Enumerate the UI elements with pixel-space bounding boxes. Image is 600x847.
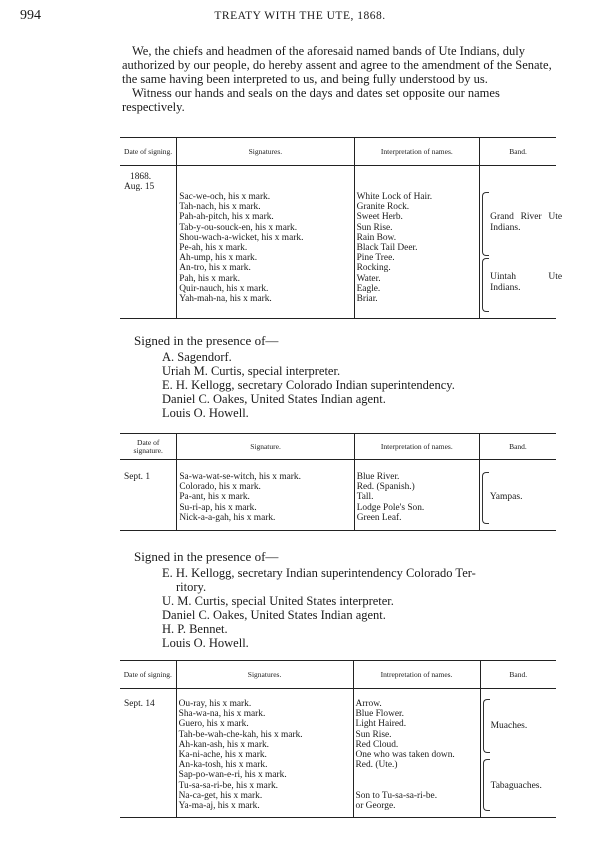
signature-entry: Su-ri-ap, his x mark.: [179, 502, 257, 513]
interpretation-entry: One who was taken down.: [355, 750, 455, 761]
brace-icon: [483, 759, 490, 811]
header-signatures: Signature.: [177, 434, 354, 460]
signature-entry: Nick-a-a-gah, his x mark.: [179, 512, 276, 523]
interpretation-entry: White Lock of Hair.: [356, 192, 433, 202]
signature-entry: Tab-y-ou-souck-en, his x mark.: [179, 222, 298, 233]
signature-entry: Na-ca-get, his x mark.: [178, 790, 263, 801]
witness-entry: Daniel C. Oakes, United States Indian agent.: [162, 392, 386, 406]
witness-entry: E. H. Kellogg, secretary Indian superintendency Colorado Ter-: [162, 566, 476, 580]
header-band: Band.: [479, 434, 556, 460]
running-title: TREATY WITH THE UTE, 1868.: [214, 10, 386, 22]
interpretation-entry: Lodge Pole's Son.: [356, 502, 425, 513]
header-date: Date of signing.: [120, 661, 176, 689]
signatures-table-2: [120, 433, 556, 531]
witness-list-1: [162, 350, 562, 420]
witness-entry: E. H. Kellogg, secretary Colorado Indian superintendency.: [162, 378, 455, 392]
interpretations-column: [353, 689, 480, 818]
signatures-table-1: [120, 137, 563, 319]
brace-icon: [482, 472, 489, 524]
interpretation-entry: Rain Bow.: [356, 232, 397, 243]
signature-entry: Pah-ah-pitch, his x mark.: [179, 212, 274, 223]
signature-entry: Sha-wa-na, his x mark.: [178, 709, 266, 720]
signature-entry: Ah-ump, his x mark.: [179, 253, 258, 264]
band-uintah: Uintah Ute Indians.: [490, 272, 563, 293]
signature-entry: Pa-ant, his x mark.: [179, 492, 250, 503]
header-signatures: Signatures.: [176, 661, 353, 689]
header-date: Date of signing.: [120, 138, 177, 166]
signature-entry: An-tro, his x mark.: [179, 263, 251, 274]
signature-entry: Sap-po-wan-e-ri, his x mark.: [178, 770, 287, 781]
interpretation-entry: [356, 781, 478, 791]
signature-entry: Colorado, his x mark.: [179, 482, 261, 493]
interpretation-entry: or George.: [355, 801, 396, 811]
interpretation-entry: Blue River.: [356, 472, 400, 482]
interpretation-entry: Sun Rise.: [356, 222, 393, 233]
header-interpretation: Interpretation of names.: [354, 434, 479, 460]
signature-entry: Ka-ni-ache, his x mark.: [178, 750, 267, 761]
witness-list-2: [162, 566, 562, 650]
witness-entry: Uriah M. Curtis, special interpreter.: [162, 364, 341, 378]
interpretation-entry: Red Cloud.: [355, 739, 399, 750]
interpretation-entry: [356, 770, 478, 780]
signature-entry: Pah, his x mark.: [179, 273, 240, 284]
signature-entry: Tu-sa-sa-ri-be, his x mark.: [178, 780, 279, 791]
interpretation-entry: Red. (Spanish.): [356, 482, 415, 493]
signature-entry: Ya-ma-aj, his x mark.: [178, 801, 260, 812]
interpretation-entry: Red. (Ute.): [355, 760, 398, 771]
interpretations-column: [354, 460, 479, 531]
intro-text: [122, 44, 558, 114]
signature-entry: Yah-mah-na, his x mark.: [179, 294, 272, 305]
witness-entry: A. Sagendorf.: [162, 350, 232, 364]
page-number: 994: [20, 8, 41, 23]
interpretation-entry: Pine Tree.: [356, 253, 395, 264]
date-label: Aug. 15: [124, 182, 155, 193]
signature-entry: Quir-nauch, his x mark.: [179, 283, 269, 294]
signature-entry: Sac-we-och, his x mark.: [179, 192, 271, 202]
signatures-column: [177, 166, 354, 319]
header-band: Band.: [480, 661, 556, 689]
interpretation-entry: Arrow.: [355, 699, 382, 709]
witness-entry: Daniel C. Oakes, United States Indian agent.: [162, 608, 386, 622]
header-interpretation: Intrepretation of names.: [353, 661, 480, 689]
interpretation-entry: Eagle.: [356, 283, 381, 294]
witness-entry: U. M. Curtis, special United States interpreter.: [162, 594, 394, 608]
band-tabaguaches: Tabaguaches.: [490, 781, 542, 791]
interpretation-entry: Blue Flower.: [355, 709, 404, 720]
interpretation-entry: Light Haired.: [355, 719, 407, 730]
signature-entry: An-ka-tosh, his x mark.: [178, 760, 268, 771]
band-muaches: Muaches.: [490, 721, 528, 731]
interpretation-entry: Water.: [356, 273, 381, 284]
intro-paragraph-2: Witness our hands and seals on the days and dates set opposite our names respectively.: [122, 86, 500, 114]
signature-entry: Guero, his x mark.: [178, 719, 249, 730]
interpretation-entry: Rocking.: [356, 263, 391, 274]
brace-icon: [483, 699, 490, 753]
header-interpretation: Interpretation of names.: [354, 138, 480, 166]
signature-entry: Ah-kan-ash, his x mark.: [178, 739, 269, 750]
interpretation-entry: Black Tail Deer.: [356, 243, 418, 254]
witness-entry: Louis O. Howell.: [162, 406, 249, 420]
year-label: 1868.: [130, 172, 152, 182]
presence-heading-1: Signed in the presence of—: [134, 333, 279, 348]
interpretation-entry: Briar.: [356, 294, 378, 305]
band-yampas: Yampas.: [489, 492, 523, 502]
signatures-table-3: [120, 660, 556, 818]
signature-entry: Shou-wach-a-wicket, his x mark.: [179, 232, 304, 243]
header-date: Date of signature.: [120, 434, 177, 460]
signature-entry: Sa-wa-wat-se-witch, his x mark.: [179, 472, 301, 482]
signature-entry: Ou-ray, his x mark.: [178, 699, 252, 709]
witness-entry: ritory.: [176, 580, 207, 594]
witness-entry: Louis O. Howell.: [162, 636, 249, 650]
interpretations-column: [354, 166, 480, 319]
interpretation-entry: Green Leaf.: [356, 512, 402, 523]
band-grand-river: Grand River Ute Indians.: [490, 212, 563, 233]
date-label: Sept. 1: [124, 472, 151, 482]
intro-paragraph-1: We, the chiefs and headmen of the aforesaid named bands of Ute Indians, duly authorized by our people, do hereby assent and agree to the amendment of the Senate, the same having been interpreted to us, and being fully understood by us.: [122, 44, 552, 86]
signatures-column: [176, 689, 353, 818]
interpretation-entry: Sweet Herb.: [356, 212, 403, 223]
signature-entry: Pe-ah, his x mark.: [179, 243, 248, 254]
interpretation-entry: Son to Tu-sa-sa-ri-be.: [355, 790, 438, 801]
signature-entry: Tah-be-wah-che-kah, his x mark.: [178, 729, 303, 740]
brace-icon: [482, 258, 489, 312]
interpretation-entry: Tall.: [356, 492, 374, 503]
signatures-column: [177, 460, 354, 531]
header-signatures: Signatures.: [177, 138, 354, 166]
presence-heading-2: Signed in the presence of—: [134, 549, 279, 564]
interpretation-entry: Sun Rise.: [355, 729, 392, 740]
date-label: Sept. 14: [124, 699, 155, 709]
witness-entry: H. P. Bennet.: [162, 622, 228, 636]
header-band: Band.: [480, 138, 556, 166]
interpretation-entry: Granite Rock.: [356, 202, 410, 213]
signature-entry: Tah-nach, his x mark.: [179, 202, 261, 213]
brace-icon: [482, 192, 489, 256]
